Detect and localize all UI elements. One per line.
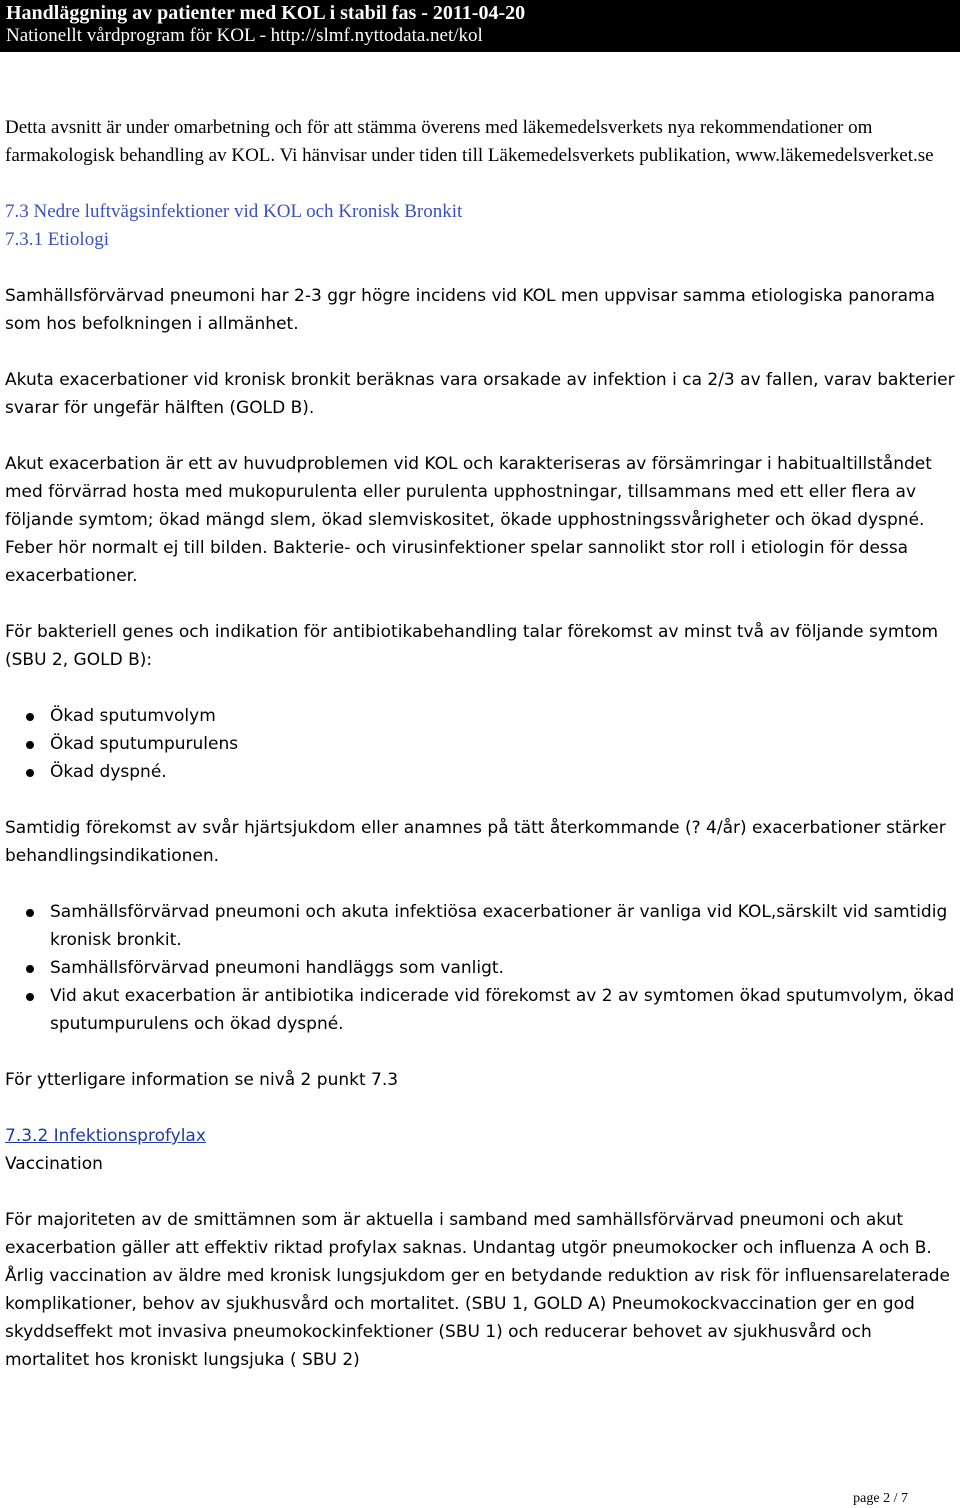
bullet-icon [26,769,34,777]
section-2-sub-heading: Vaccination [5,1154,103,1174]
paragraph-vaccination: För majoriteten av de smittämnen som är aktuella i samband med samhällsförvärvad pneumoni och akut exacerbation gäller att effektiv riktad profylax saknas. Undantag utgör pneumokocker och influenza A och B. Årlig vaccination av äldre med kronisk lungsjukdom ger en betydande reduktion av risk för influensarelaterade komplikationer, behov av sjukhusvård och mortalitet. (SBU 1, GOLD A) Pneumokockvaccination ger en god skyddseffekt mot invasiva pneumokockinfektioner (SBU 1) och reducerar behovet av sjukhusvård och mortalitet hos kroniskt lungsjuka ( SBU 2) [5,1210,951,1370]
bullet-icon [26,965,34,973]
paragraph-etiologi-3: Akut exacerbation är ett av huvudproblemen vid KOL och karakteriseras av försämringar i habitualtillståndet med förvärrad hosta med mukopurulenta eller purulenta upphostningar, tillsammans med ett eller flera av följande symtom; ökad mängd slem, ökad slemviskositet, ökade upphostningssvårigheter och ökad dyspné. Feber hör normalt ej till bilden. Bakterie- och virusinfektioner spelar sannolikt stor roll i etiologin för dessa exacerbationer. [5,454,932,586]
list-item: Ökad sputumvolym [50,702,955,730]
symptom-list [5,702,955,786]
list-item: Vid akut exacerbation är antibiotika indicerade vid förekomst av 2 av symtomen ökad sputumvolym, ökad sputumpurulens och ökad dyspné. [50,982,955,1038]
document-header [0,0,960,52]
paragraph-etiologi-4: För bakteriell genes och indikation för antibiotikabehandling talar förekomst av minst två av följande symtom (SBU 2, GOLD B): [5,622,939,670]
bullet-icon [26,909,34,917]
section-heading[interactable]: 7.3 Nedre luftvägsinfektioner vid KOL och Kronisk Bronkit [5,201,463,222]
intro-paragraph: Detta avsnitt är under omarbetning och för att stämma överens med läkemedelsverkets nya rekommendationer om farmakologisk behandling av KOL. Vi hänvisar under tiden till Läkemedelsverkets publikation, www.läkemedelsverket.se [5,117,934,166]
section-2-heading[interactable]: 7.3.2 Infektionsprofylax [5,1126,206,1146]
page-number: page 2 / 7 [853,1491,908,1506]
paragraph-etiologi-1: Samhällsförvärvad pneumoni har 2-3 ggr högre incidens vid KOL men uppvisar samma etiologiska panorama som hos befolkningen i allmänhet. [5,286,936,334]
paragraph-further-info: För ytterligare information se nivå 2 punkt 7.3 [5,1070,399,1090]
bullet-icon [26,993,34,1001]
paragraph-etiologi-2: Akuta exacerbationer vid kronisk bronkit beräknas vara orsakade av infektion i ca 2/3 av fallen, varav bakterier svarar för ungefär hälften (GOLD B). [5,370,955,418]
list-item: Samhällsförvärvad pneumoni och akuta infektiösa exacerbationer är vanliga vid KOL,särskilt vid samtidig kronisk bronkit. [50,898,955,954]
bullet-icon [26,713,34,721]
list-item: Ökad sputumpurulens [50,730,955,758]
list-item: Ökad dyspné. [50,758,955,786]
document-body [5,114,955,1402]
list-item: Samhällsförvärvad pneumoni handläggs som vanligt. [50,954,955,982]
section-sub-heading[interactable]: 7.3.1 Etiologi [5,229,109,250]
document-title: Handläggning av patienter med KOL i stabil fas - 2011-04-20 [6,2,526,24]
paragraph-etiologi-5: Samtidig förekomst av svår hjärtsjukdom eller anamnes på tätt återkommande (? 4/år) exacerbationer stärker behandlingsindikationen. [5,818,946,866]
document-subtitle: Nationellt vårdprogram för KOL - http://slmf.nyttodata.net/kol [6,25,483,46]
bullet-icon [26,741,34,749]
summary-list [5,898,955,1038]
